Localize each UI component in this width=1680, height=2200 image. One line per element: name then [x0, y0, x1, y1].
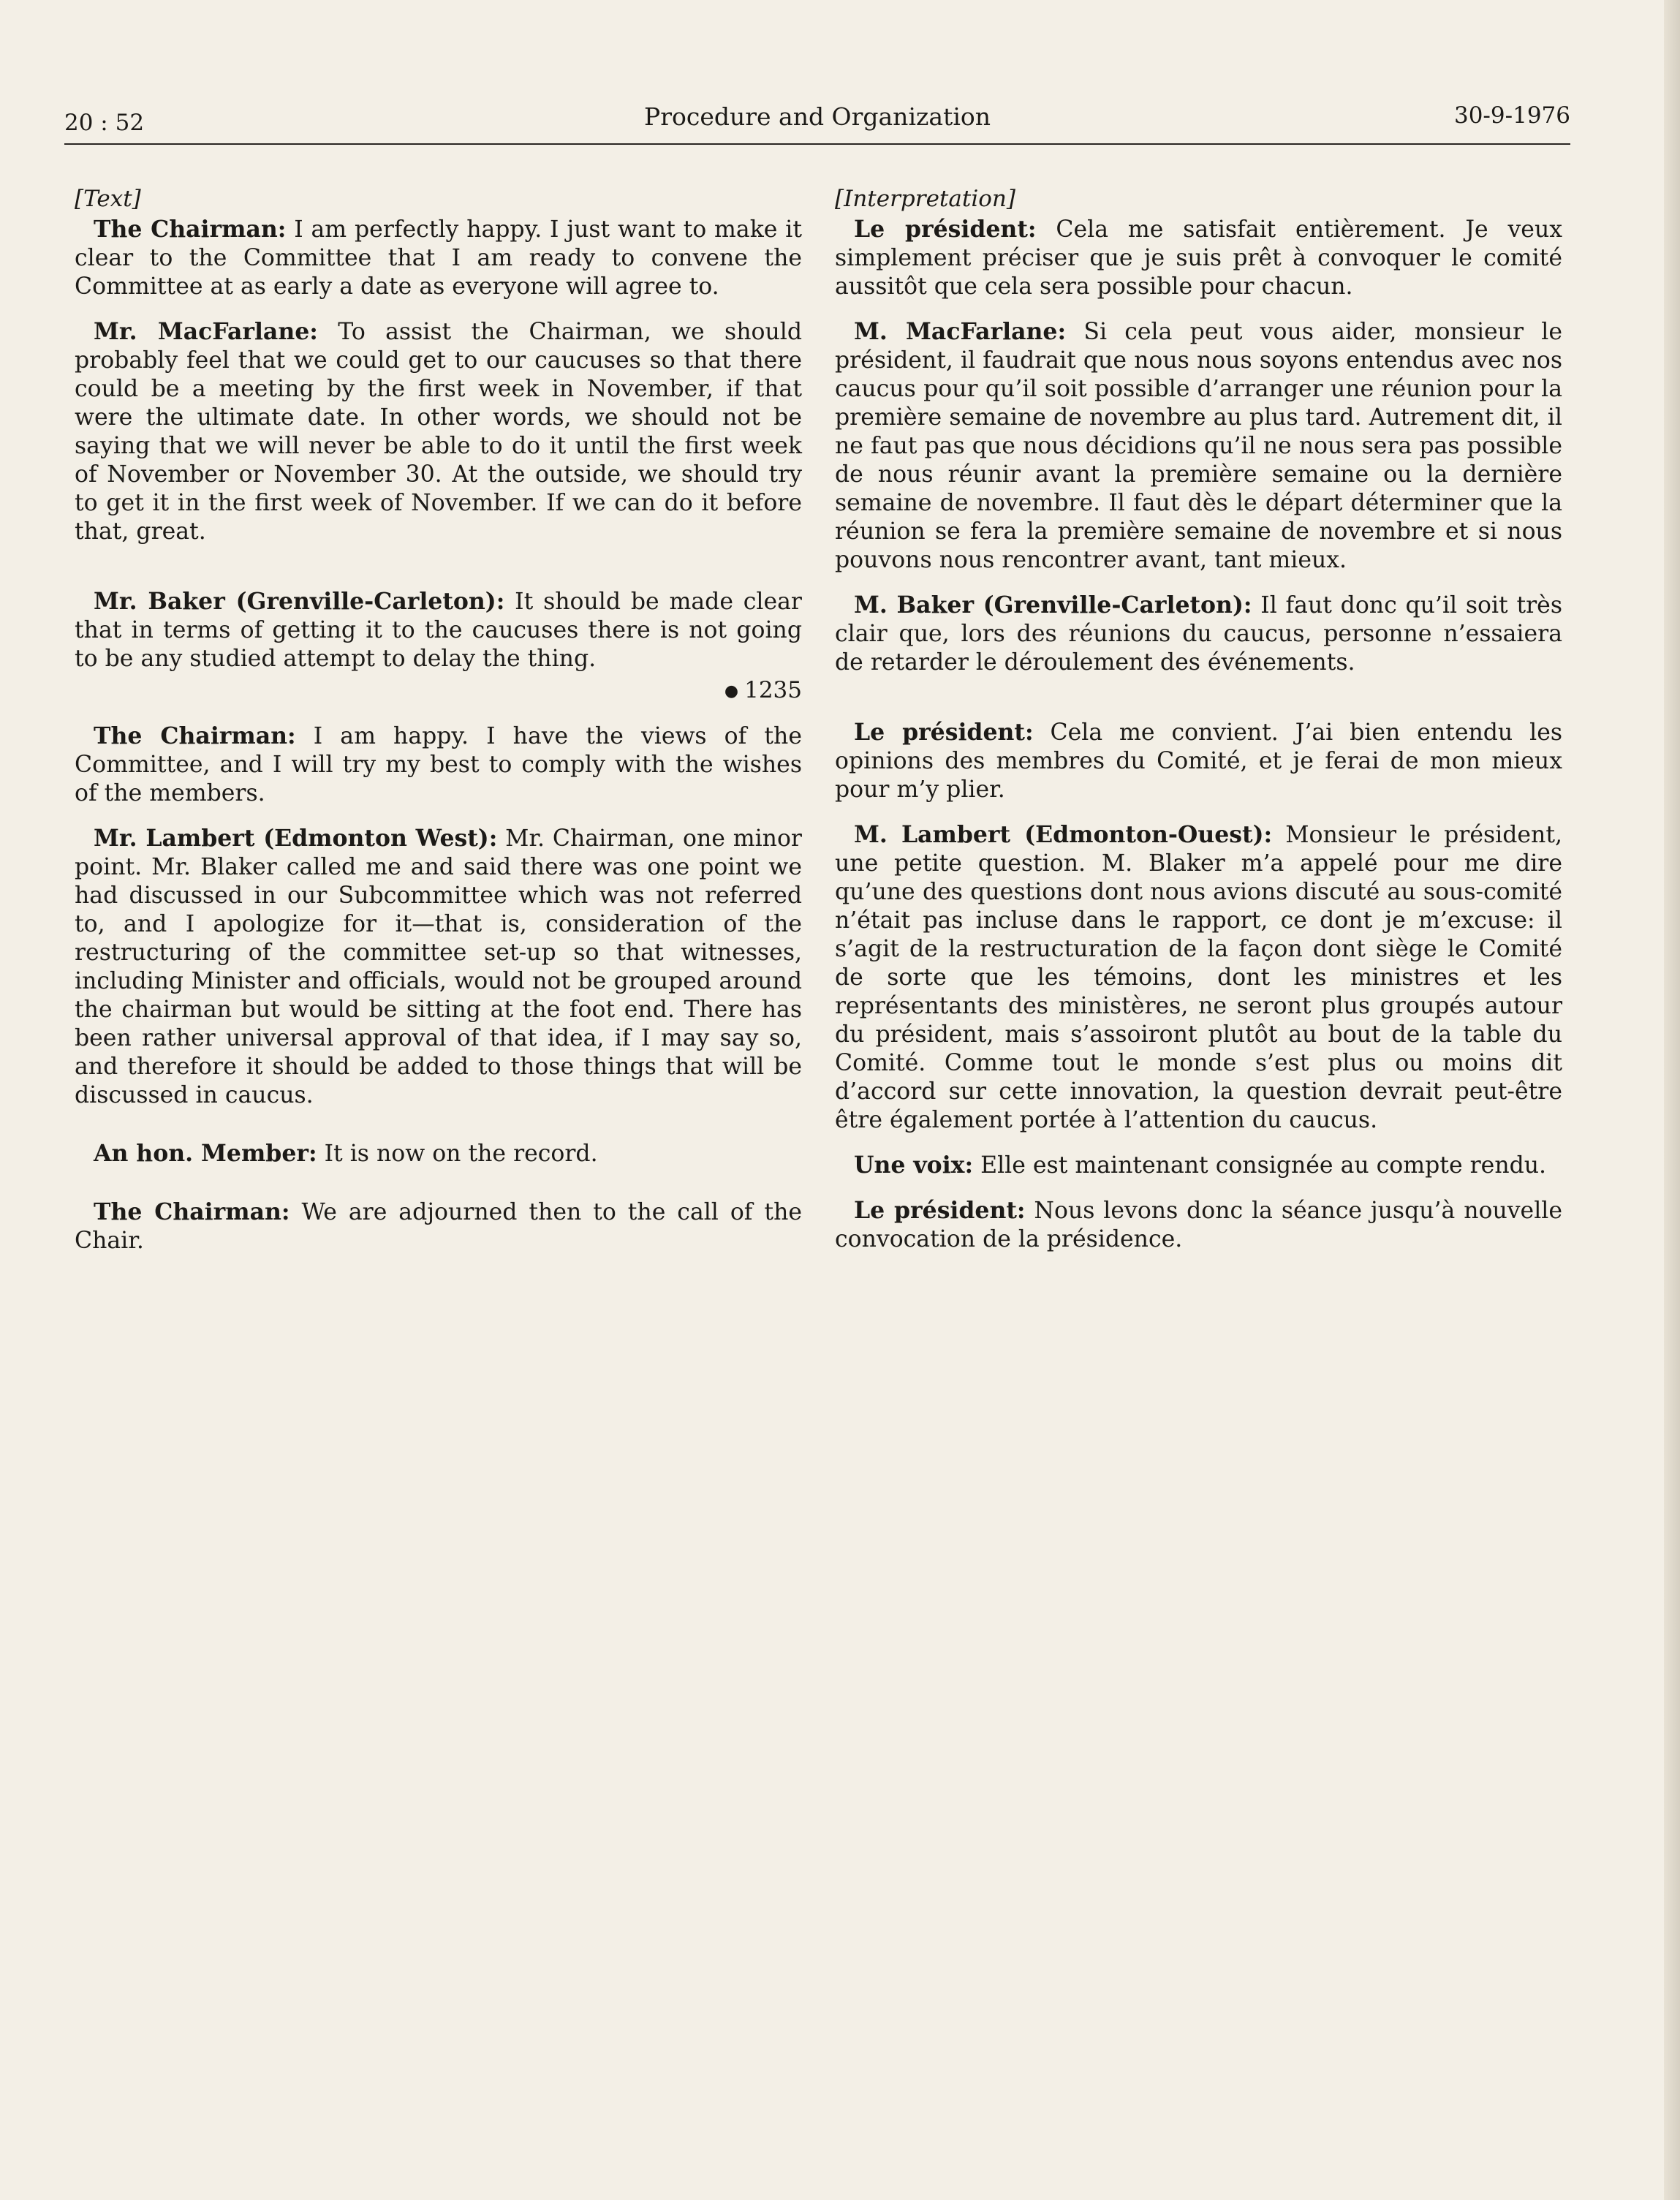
- speech-text: Cela me convient. J’ai bien entendu les opinions des membres du Comité, et je ferai de mon mieux pour m’y plier.: [835, 719, 1562, 803]
- speech-text: We are adjourned then to the call of the Chair.: [75, 1199, 802, 1254]
- speaker-name: Le président:: [854, 719, 1034, 746]
- paragraph: [835, 718, 1562, 804]
- paragraph: [835, 820, 1562, 1135]
- header-rule: [64, 143, 1570, 145]
- speaker-name: An hon. Member:: [94, 1140, 317, 1167]
- speaker-name: Le président:: [854, 1197, 1026, 1224]
- speaker-name: Mr. Lambert (Edmonton West):: [94, 825, 498, 852]
- speaker-name: The Chairman:: [94, 722, 296, 749]
- paragraph: [835, 591, 1562, 677]
- speech-text: To assist the Chairman, we should probably feel that we could get to our caucuses so that there could be a meeting by the first week in November, if that were the ultimate date. In other words, we should not be saying that we will never be able to do it until the first week of November or November 30. At the outside, we should try to get it in the first week of November. If we can do it before that, great.: [75, 319, 802, 545]
- text-label: [Text]: [75, 186, 141, 212]
- speaker-name: The Chairman:: [94, 216, 287, 243]
- speech-text: Elle est maintenant consignée au compte rendu.: [973, 1152, 1547, 1179]
- speech-text: I am perfectly happy. I just want to make it clear to the Committee that I am ready to convene the Committee at as early a date as everyone will agree to.: [75, 216, 802, 300]
- paragraph: [75, 215, 802, 301]
- page-binding-edge: [1664, 0, 1680, 2200]
- paragraph: [835, 215, 1562, 301]
- paragraph: [75, 317, 802, 546]
- time-marker: ● 1235: [724, 677, 802, 703]
- speech-text: Nous levons donc la séance jusqu’à nouvelle convocation de la présidence.: [835, 1198, 1562, 1252]
- speech-text: Cela me satisfait entièrement. Je veux simplement préciser que je suis prêt à convoquer le comité aussitôt que cela sera possible pour chacun.: [835, 216, 1562, 300]
- speaker-name: M. Lambert (Edmonton-Ouest):: [854, 821, 1273, 848]
- paragraph: [835, 1151, 1562, 1180]
- page-date: 30-9-1976: [1453, 102, 1570, 129]
- speech-text: Il faut donc qu’il soit très clair que, lors des réunions du caucus, personne n’essaiera de retarder le déroulement des événements.: [835, 592, 1562, 676]
- speech-text: Mr. Chairman, one minor point. Mr. Blaker called me and said there was one point we had discussed in our Subcommittee which was not referred to, and I apologize for it—that is, consideration of the restructuring of the committee set-up so that witnesses, including Minister and officials, would not be grouped around the chairman but would be sitting at the foot end. There has been rather universal approval of that idea, if I may say so, and therefore it should be added to those things that will be discussed in caucus.: [75, 825, 802, 1108]
- speech-text: Monsieur le président, une petite question. M. Blaker m’a appelé pour me dire qu’une des questions dont nous avions discuté au sous-comité n’était pas incluse dans le rapport, ce dont je m’excuse: il s’agit de la restructuration de la façon dont siège le Comité de sorte que les témoins, dont les ministres et les représentants des ministères, ne seront plus groupés autour du président, mais s’assoiront plutôt au bout de la table du Comité. Comme tout le monde s’est plus ou moins dit d’accord sur cette innovation, la question devrait peut-être être également portée à l’attention du caucus.: [835, 822, 1562, 1133]
- interpretation-label: [Interpretation]: [835, 186, 1015, 212]
- paragraph: [835, 317, 1562, 575]
- paragraph: [75, 1198, 802, 1255]
- french-column: [835, 181, 1562, 1254]
- speech-text: It is now on the record.: [317, 1141, 598, 1167]
- speech-text: Si cela peut vous aider, monsieur le président, il faudrait que nous nous soyons entendus avec nos caucus pour qu’il soit possible d’arranger une réunion pour la première semaine de novembre au plus tard. Autrement dit, il ne faut pas que nous décidions qu’il ne nous sera pas possible de nous réunir avant la première semaine ou la dernière semaine de novembre. Il faut dès le départ déterminer que la réunion se fera la première semaine de novembre et si nous pouvons nous rencontrer avant, tant mieux.: [835, 319, 1562, 573]
- speaker-name: The Chairman:: [94, 1198, 290, 1225]
- speaker-name: Le président:: [854, 216, 1037, 243]
- bullet-icon: ●: [724, 682, 739, 700]
- paragraph: [835, 1196, 1562, 1254]
- speaker-name: Mr. MacFarlane:: [94, 318, 318, 345]
- paragraph: [75, 1139, 802, 1168]
- speech-text: It should be made clear that in terms of getting it to the caucuses there is not going to be any studied attempt to delay the thing.: [75, 589, 802, 672]
- speaker-name: M. MacFarlane:: [854, 318, 1067, 345]
- page-number: 20 : 52: [64, 110, 145, 136]
- speaker-name: M. Baker (Grenville-Carleton):: [854, 591, 1252, 619]
- speaker-name: Une voix:: [854, 1152, 974, 1179]
- paragraph: [75, 587, 802, 673]
- paragraph: [75, 722, 802, 808]
- page-title: Procedure and Organization: [643, 102, 991, 131]
- paragraph: [75, 824, 802, 1110]
- page-header: [64, 102, 1570, 137]
- speech-text: I am happy. I have the views of the Committee, and I will try my best to comply with the wishes of the members.: [75, 723, 802, 806]
- english-column: [75, 181, 802, 1255]
- speaker-name: Mr. Baker (Grenville-Carleton):: [94, 588, 505, 615]
